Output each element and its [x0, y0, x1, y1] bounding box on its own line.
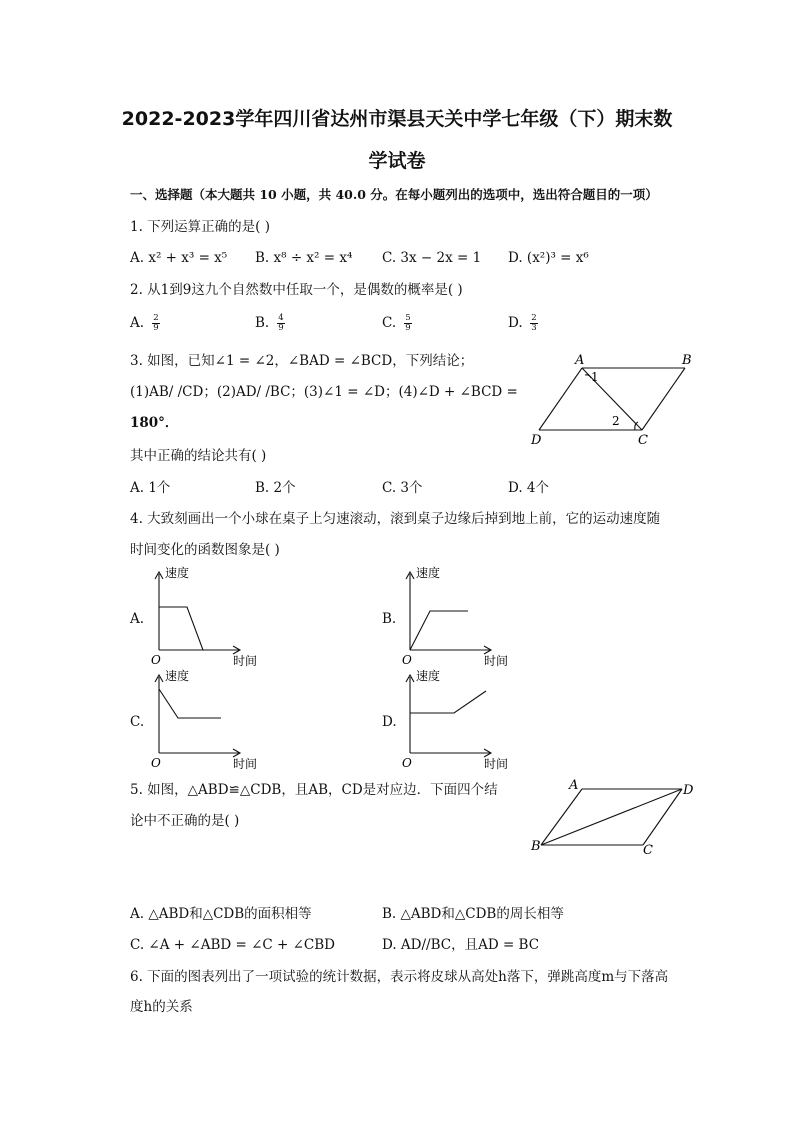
q2-frac-a-den: 9: [153, 323, 159, 333]
q4-a-ylabel: 速度: [165, 566, 190, 580]
q5-line1: 5. 如图，△ABD≌△CDB，且AB，CD是对应边．下面四个结: [130, 782, 498, 798]
doc-title-line2: 学试卷: [368, 150, 426, 172]
q3-line2: (1)AB/ /CD；(2)AD/ /BC；(3)∠1 = ∠D；(4)∠D + ∠BCD =: [130, 384, 518, 400]
q4-graph-a: [145, 562, 270, 670]
q3-option-a: A. 1个: [130, 480, 171, 496]
q3-angle2-label: 2: [612, 414, 620, 428]
q4-b-origin: O: [402, 653, 412, 667]
q4-d-ylabel: 速度: [416, 669, 441, 683]
q5-label-c: C: [643, 843, 653, 858]
q2-label-a: A.: [130, 315, 145, 331]
q4-graph-d: [396, 665, 521, 773]
q2-label-c: C.: [382, 315, 397, 331]
q1-option-b: B. x⁸ ÷ x² = x⁴: [255, 250, 353, 266]
q3-side-ad: [539, 368, 582, 430]
q1-option-a: A. x² + x³ = x⁵: [130, 250, 228, 266]
q3-label-a: A: [575, 353, 585, 368]
q2-frac-b-num: 4: [278, 313, 284, 323]
q2-frac-c-den: 9: [405, 323, 411, 333]
q3-angle1-label: 1: [591, 370, 599, 384]
q4-label-a: A.: [130, 611, 145, 627]
q4-graph-b: [396, 562, 521, 670]
q2-option-b: [255, 314, 285, 333]
q2-label-d: D.: [508, 315, 523, 331]
q3-line3: 180°．: [130, 415, 179, 431]
q2-option-d: [508, 314, 538, 333]
q2-label-b: B.: [255, 315, 270, 331]
q2-fraction-d: [530, 314, 537, 333]
q5-label-b: B: [531, 839, 541, 854]
q2-frac-c-num: 5: [405, 313, 411, 323]
q4-c-xlabel: 时间: [233, 757, 258, 771]
q5-line2: 论中不正确的是( ): [130, 813, 240, 829]
q4-label-c: C.: [130, 714, 145, 730]
q5-option-c: C. ∠A + ∠ABD = ∠C + ∠CBD: [130, 937, 336, 953]
q4-label-d: D.: [382, 714, 397, 730]
section-heading: 一、选择题（本大题共 10 小题，共 40.0 分。在每小题列出的选项中，选出符合题目的一项）: [130, 187, 658, 202]
q2-stem: 2. 从1到9这九个自然数中任取一个，是偶数的概率是( ): [130, 282, 463, 298]
q2-fraction-c: [404, 314, 411, 333]
q4-graph-c: [145, 665, 270, 773]
q6-line2: 度h的关系: [130, 999, 193, 1015]
q1-option-d: D. (x²)³ = x⁶: [508, 250, 589, 266]
q2-fraction-a: [152, 314, 159, 333]
q2-option-c: [382, 314, 412, 333]
q3-side-bc: [642, 368, 685, 430]
q3-line4: 其中正确的结论共有( ): [130, 448, 267, 464]
q4-d-origin: O: [402, 756, 412, 770]
q2-frac-a-num: 2: [153, 313, 159, 323]
q2-option-a: [130, 314, 160, 333]
q4-line2: 时间变化的函数图象是( ): [130, 542, 280, 558]
q5-option-b: B. △ABD和△CDB的周长相等: [382, 906, 564, 922]
q6-line1: 6. 下面的图表列出了一项试验的统计数据，表示将皮球从高处h落下，弹跳高度m与下落高: [130, 969, 669, 985]
q2-frac-d-num: 2: [531, 313, 537, 323]
q4-c-origin: O: [151, 756, 161, 770]
q4-b-xlabel: 时间: [484, 654, 509, 668]
q4-c-ylabel: 速度: [165, 669, 190, 683]
q1-stem: 1. 下列运算正确的是( ): [130, 219, 270, 235]
q4-a-curve: [159, 607, 203, 650]
q4-d-curve: [410, 691, 486, 713]
q5-option-d: D. AD//BC，且AD = BC: [382, 937, 540, 953]
q4-a-origin: O: [151, 653, 161, 667]
q3-label-c: C: [638, 433, 648, 448]
q5-parallelogram-figure: [525, 776, 705, 862]
q4-line1: 4. 大致刻画出一个小球在桌子上匀速滚动，滚到桌子边缘后掉到地上前，它的运动速度随: [130, 511, 661, 527]
q5-label-a: A: [569, 778, 579, 793]
q4-c-curve: [159, 689, 221, 718]
q5-option-a: A. △ABD和△CDB的面积相等: [130, 906, 312, 922]
q4-b-curve: [410, 611, 468, 650]
q3-label-d: D: [531, 433, 542, 448]
q1-option-c: C. 3x − 2x = 1: [382, 250, 482, 266]
q2-fraction-b: [277, 314, 284, 333]
q4-label-b: B.: [382, 611, 397, 627]
q4-d-xlabel: 时间: [484, 757, 509, 771]
doc-title-line1: 2022-2023学年四川省达州市渠县天关中学七年级（下）期末数: [121, 108, 673, 130]
q5-side-cd: [643, 789, 682, 845]
q2-frac-b-den: 9: [278, 323, 284, 333]
q3-label-b: B: [682, 353, 692, 368]
q3-parallelogram-figure: [525, 348, 705, 448]
q3-option-b: B. 2个: [255, 480, 296, 496]
q4-a-xlabel: 时间: [233, 654, 258, 668]
q3-line1: 3. 如图，已知∠1 = ∠2，∠BAD = ∠BCD，下列结论；: [130, 353, 474, 369]
q3-option-c: C. 3个: [382, 480, 423, 496]
q2-frac-d-den: 3: [531, 323, 537, 333]
q4-b-ylabel: 速度: [416, 566, 441, 580]
q5-label-d: D: [683, 783, 694, 798]
q3-option-d: D. 4个: [508, 480, 550, 496]
